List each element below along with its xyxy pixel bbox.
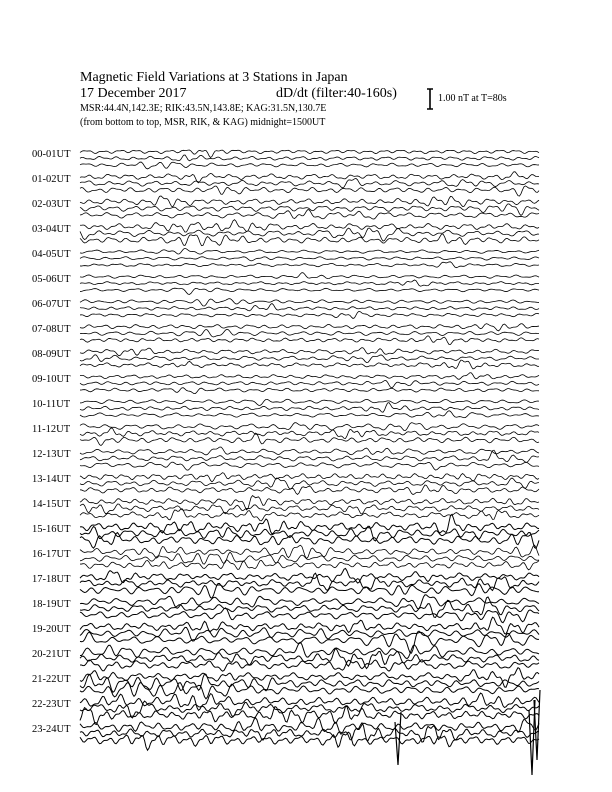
- trace-msr: [80, 560, 539, 570]
- trace-msr: [80, 234, 539, 246]
- trace-kag: [80, 617, 539, 634]
- trace-rik: [80, 573, 539, 590]
- trace-kag: [80, 693, 539, 710]
- hour-label: 00-01UT: [32, 149, 71, 160]
- hour-label: 07-08UT: [32, 324, 71, 335]
- trace-msr: [80, 660, 539, 672]
- hour-label: 23-24UT: [32, 724, 71, 735]
- trace-kag: [80, 299, 539, 306]
- chart-title: Magnetic Field Variations at 3 Stations in Japan: [80, 70, 348, 85]
- trace-msr: [80, 462, 539, 470]
- trace-msr: [80, 360, 539, 369]
- trace-msr: [80, 732, 539, 750]
- trace-rik: [80, 723, 539, 742]
- hour-label: 13-14UT: [32, 474, 71, 485]
- hour-label: 20-21UT: [32, 649, 71, 660]
- scale-bar: [427, 89, 433, 109]
- trace-msr: [80, 388, 539, 394]
- trace-rik: [80, 257, 539, 261]
- chart-quantity: dD/dt (filter:40-160s): [276, 86, 397, 101]
- trace-rik: [80, 178, 539, 187]
- hour-label: 16-17UT: [32, 549, 71, 560]
- chart-date: 17 December 2017: [80, 86, 187, 101]
- hour-label: 09-10UT: [32, 374, 71, 385]
- hour-label: 12-13UT: [32, 449, 71, 460]
- trace-rik: [80, 228, 539, 241]
- order-line: (from bottom to top, MSR, RIK, & KAG) midnight=1500UT: [80, 117, 326, 128]
- trace-kag: [80, 324, 539, 331]
- hour-label: 05-06UT: [32, 274, 71, 285]
- trace-kag: [80, 273, 539, 279]
- hour-label: 03-04UT: [32, 224, 71, 235]
- trace-rik: [80, 403, 539, 413]
- trace-rik: [80, 504, 539, 514]
- trace-msr: [80, 433, 539, 445]
- trace-rik: [80, 304, 539, 311]
- hour-label: 21-22UT: [32, 674, 71, 685]
- trace-kag: [80, 496, 539, 510]
- trace-rik: [80, 355, 539, 363]
- hour-label: 02-03UT: [32, 199, 71, 210]
- trace-msr: [80, 682, 539, 698]
- trace-msr: [80, 262, 539, 268]
- trace-kag: [80, 718, 539, 735]
- hour-label: 01-02UT: [32, 174, 71, 185]
- trace-kag: [80, 642, 539, 658]
- trace-msr: [80, 706, 539, 724]
- hour-label: 15-16UT: [32, 524, 71, 535]
- trace-msr: [80, 336, 539, 345]
- hour-label: 11-12UT: [32, 424, 71, 435]
- trace-msr: [80, 583, 539, 598]
- trace-msr: [80, 186, 539, 196]
- trace-msr: [80, 509, 539, 521]
- hour-label: 10-11UT: [32, 399, 71, 410]
- hour-label: 08-09UT: [32, 349, 71, 360]
- stations-line: MSR:44.4N,142.3E; RIK:43.5N,143.8E; KAG:31.5N,130.7E: [80, 103, 327, 114]
- trace-kag: [80, 248, 539, 254]
- trace-kag: [80, 399, 539, 405]
- trace-msr: [80, 311, 539, 318]
- hour-label: 14-15UT: [32, 499, 71, 510]
- trace-msr: [80, 485, 539, 495]
- trace-kag: [80, 668, 539, 688]
- hour-label: 19-20UT: [32, 624, 71, 635]
- trace-rik: [80, 381, 539, 388]
- trace-kag: [80, 373, 539, 380]
- trace-kag: [80, 568, 539, 583]
- trace-msr: [80, 162, 539, 169]
- trace-rik: [80, 155, 539, 161]
- trace-kag: [80, 545, 539, 558]
- hour-label: 06-07UT: [32, 299, 71, 310]
- trace-kag: [80, 423, 539, 431]
- trace-rik: [80, 280, 539, 286]
- trace-msr: [80, 411, 539, 418]
- hour-label: 17-18UT: [32, 574, 71, 585]
- trace-kag: [80, 348, 539, 356]
- trace-rik: [80, 478, 539, 489]
- hour-label: 18-19UT: [32, 599, 71, 610]
- trace-kag: [80, 196, 539, 207]
- hour-label: 04-05UT: [32, 249, 71, 260]
- trace-rik: [80, 204, 539, 216]
- hour-label: 22-23UT: [32, 699, 71, 710]
- scale-bar-label: 1.00 nT at T=80s: [438, 93, 507, 104]
- trace-msr: [80, 210, 539, 220]
- trace-msr: [80, 288, 539, 294]
- trace-kag: [80, 447, 539, 455]
- trace-kag: [80, 473, 539, 482]
- trace-rik: [80, 329, 539, 337]
